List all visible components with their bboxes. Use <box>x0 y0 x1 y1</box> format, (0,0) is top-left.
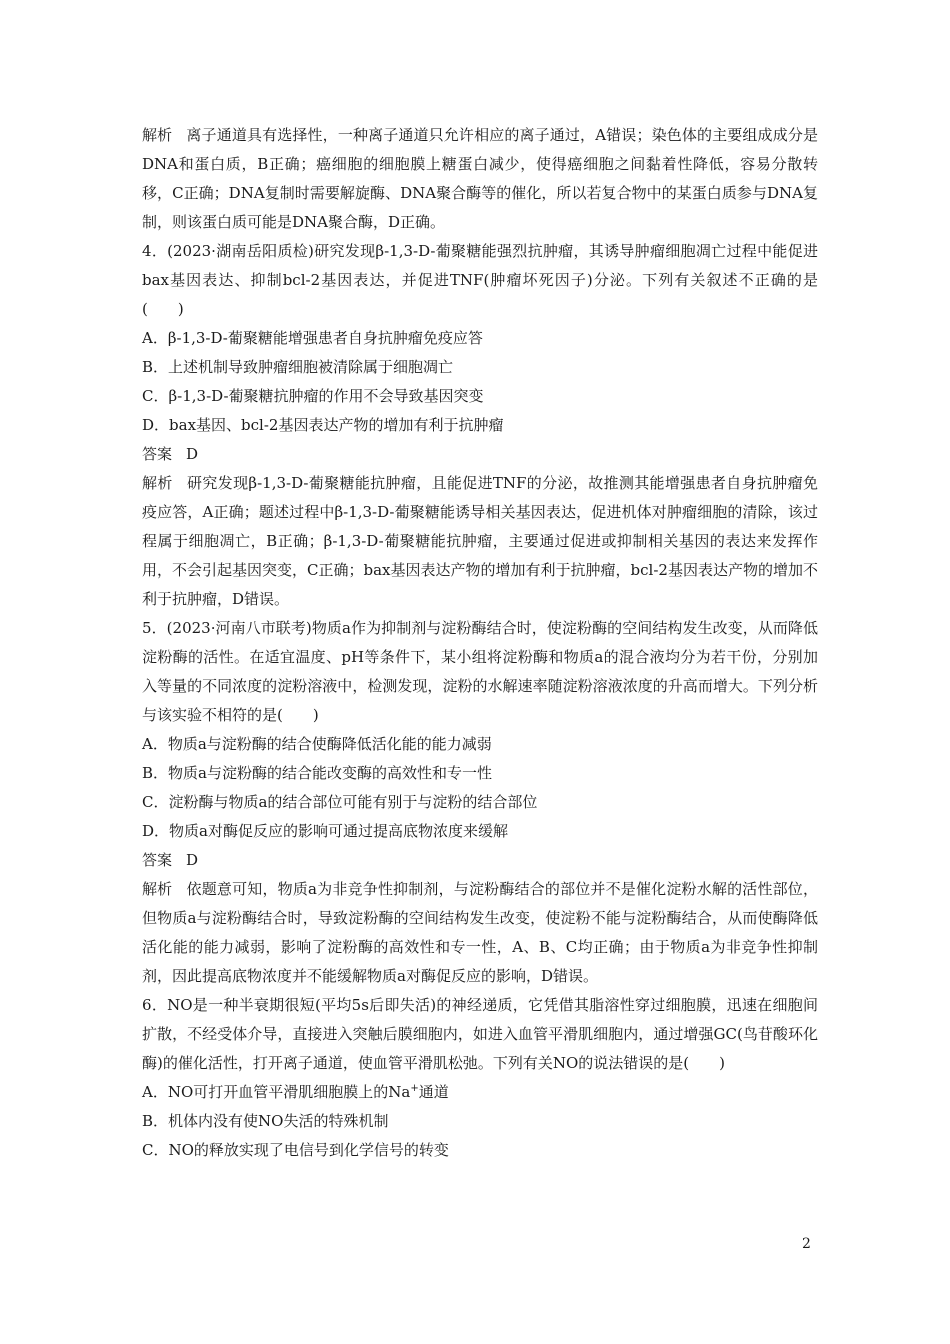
explanation-text: 研究发现β-1,3-D-葡聚糖能抗肿瘤，且能促进TNF的分泌，故推测其能增强患者自身抗肿瘤免疫应答，A正确；题述过程中β-1,3-D-葡聚糖能诱导相关基因表达，促进机体对肿瘤细胞的清除，该过程属于细胞凋亡，B正确；β-1,3-D-葡聚糖能抗肿瘤，主要通过促进或抑制相关基因的表达来发挥作用，不会引起基因突变，C正确；bax基因表达产物的增加有利于抗肿瘤，bcl-2基因表达产物的增加不利于抗肿瘤，D错误。 <box>142 474 818 608</box>
superscript-plus: + <box>410 1083 419 1094</box>
q5-option-d: D．物质a对酶促反应的影响可通过提高底物浓度来缓解 <box>142 822 508 840</box>
explanation-q4 <box>142 469 818 614</box>
answer-q5 <box>142 846 818 875</box>
answer-value: D <box>186 445 199 463</box>
q6-option-a <box>142 1078 818 1107</box>
q4-option-c: C．β-1,3-D-葡聚糖抗肿瘤的作用不会导致基因突变 <box>142 387 484 405</box>
q6-option-b: B．机体内没有使NO失活的特殊机制 <box>142 1112 389 1130</box>
answer-q4 <box>142 440 818 469</box>
answer-label: 答案 <box>142 851 173 869</box>
q4-option-d: D．bax基因、bcl-2基因表达产物的增加有利于抗肿瘤 <box>142 416 504 434</box>
q4-option-b: B．上述机制导致肿瘤细胞被清除属于细胞凋亡 <box>142 358 454 376</box>
question-6-stem: 6．NO是一种半衰期很短(平均5s后即失活)的神经递质，它凭借其脂溶性穿过细胞膜，迅速在细胞间扩散，不经受体介导，直接进入突触后膜细胞内，如进入血管平滑肌细胞内，通过增强GC(鸟苷酸环化酶)的催化活性，打开离子通道，使血管平滑肌松弛。下列有关NO的说法错误的是( ) <box>142 996 818 1072</box>
document-body <box>142 121 818 1165</box>
q4-option-a: A．β-1,3-D-葡聚糖能增强患者自身抗肿瘤免疫应答 <box>142 329 483 347</box>
question-4-stem: 4．(2023·湖南岳阳质检)研究发现β-1,3-D-葡聚糖能强烈抗肿瘤，其诱导肿瘤细胞凋亡过程中能促进bax基因表达、抑制bcl-2基因表达，并促进TNF(肿瘤坏死因子)分泌。下列有关叙述不正确的是( ) <box>142 242 818 318</box>
explanation-text: 离子通道具有选择性，一种离子通道只允许相应的离子通过，A错误；染色体的主要组成成分是DNA和蛋白质，B正确；癌细胞的细胞膜上糖蛋白减少，使得癌细胞之间黏着性降低，容易分散转移，C正确；DNA复制时需要解旋酶、DNA聚合酶等的催化，所以若复合物中的某蛋白质参与DNA复制，则该蛋白质可能是DNA聚合酶，D正确。 <box>142 126 818 231</box>
explanation-q3 <box>142 121 818 237</box>
q5-option-c: C．淀粉酶与物质a的结合部位可能有别于与淀粉的结合部位 <box>142 793 538 811</box>
explanation-label: 解析 <box>142 126 173 144</box>
explanation-label: 解析 <box>142 880 173 898</box>
option-text-tail: 通道 <box>418 1083 449 1101</box>
answer-label: 答案 <box>142 445 173 463</box>
explanation-q5 <box>142 875 818 991</box>
q6-option-c: C．NO的释放实现了电信号到化学信号的转变 <box>142 1141 449 1159</box>
page-number: 2 <box>802 1236 811 1252</box>
option-text: A．NO可打开血管平滑肌细胞膜上的Na <box>142 1083 411 1101</box>
q5-option-a: A．物质a与淀粉酶的结合使酶降低活化能的能力减弱 <box>142 735 492 753</box>
explanation-text: 依题意可知，物质a为非竞争性抑制剂，与淀粉酶结合的部位并不是催化淀粉水解的活性部位，但物质a与淀粉酶结合时，导致淀粉酶的空间结构发生改变，使淀粉不能与淀粉酶结合，从而使酶降低活化能的能力减弱，影响了淀粉酶的高效性和专一性，A、B、C均正确；由于物质a为非竞争性抑制剂，因此提高底物浓度并不能缓解物质a对酶促反应的影响，D错误。 <box>142 880 818 985</box>
answer-value: D <box>186 851 199 869</box>
question-5-stem: 5．(2023·河南八市联考)物质a作为抑制剂与淀粉酶结合时，使淀粉酶的空间结构发生改变，从而降低淀粉酶的活性。在适宜温度、pH等条件下，某小组将淀粉酶和物质a的混合液均分为若干份，分别加入等量的不同浓度的淀粉溶液中，检测发现，淀粉的水解速率随淀粉溶液浓度的升高而增大。下列分析与该实验不相符的是( ) <box>142 619 818 724</box>
explanation-label: 解析 <box>142 474 173 492</box>
q5-option-b: B．物质a与淀粉酶的结合能改变酶的高效性和专一性 <box>142 764 492 782</box>
